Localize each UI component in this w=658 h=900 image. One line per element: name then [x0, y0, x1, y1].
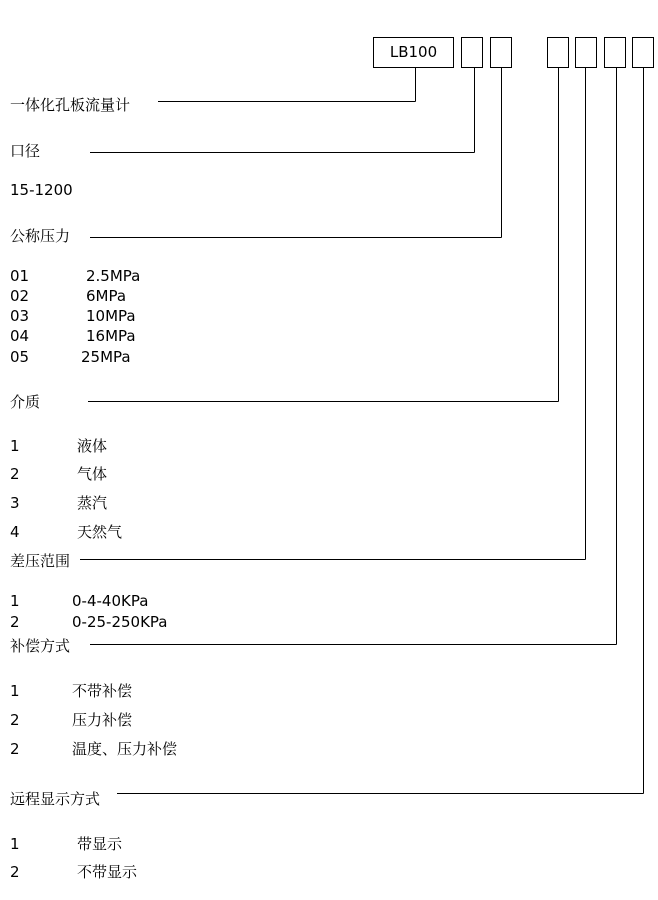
- medium-value: 气体: [77, 465, 108, 483]
- pressure-code: 01: [10, 267, 30, 285]
- compensation-value: 温度、压力补偿: [72, 740, 178, 758]
- display-code: 2: [10, 863, 20, 881]
- code-slot-medium: [547, 37, 569, 68]
- pressure-code: 05: [10, 348, 30, 366]
- pressure-value: 16MPa: [86, 327, 136, 345]
- diff-pressure-value: 0-4-40KPa: [72, 592, 149, 610]
- display-label: 远程显示方式: [10, 790, 101, 808]
- medium-code: 2: [10, 465, 20, 483]
- compensation-code: 2: [10, 740, 20, 758]
- pressure-value: 2.5MPa: [86, 267, 141, 285]
- code-slot-compensation: [604, 37, 626, 68]
- code-slot-diameter: [461, 37, 483, 68]
- pressure-code: 04: [10, 327, 30, 345]
- model-code-box: [373, 37, 454, 68]
- pressure-value: 10MPa: [86, 307, 136, 325]
- compensation-label: 补偿方式: [10, 637, 71, 655]
- medium-code: 4: [10, 523, 20, 541]
- medium-code: 1: [10, 437, 20, 455]
- diff-pressure-code: 2: [10, 613, 20, 631]
- model-code: LB100: [389, 43, 438, 61]
- pressure-label: 公称压力: [10, 227, 71, 245]
- diff-pressure-code: 1: [10, 592, 20, 610]
- diameter-label: 口径: [10, 142, 41, 160]
- compensation-code: 2: [10, 711, 20, 729]
- diameter-range: 15-1200: [10, 181, 73, 199]
- display-value: 不带显示: [77, 863, 138, 881]
- product-label: 一体化孔板流量计: [10, 96, 131, 114]
- pressure-value: 25MPa: [81, 348, 131, 366]
- medium-value: 蒸汽: [77, 494, 108, 512]
- medium-value: 液体: [77, 437, 108, 455]
- display-value: 带显示: [77, 835, 123, 853]
- compensation-code: 1: [10, 682, 20, 700]
- compensation-value: 不带补偿: [72, 682, 133, 700]
- code-slot-display: [632, 37, 654, 68]
- diff-pressure-value: 0-25-250KPa: [72, 613, 168, 631]
- diff-pressure-label: 差压范围: [10, 552, 71, 570]
- pressure-code: 02: [10, 287, 30, 305]
- compensation-value: 压力补偿: [72, 711, 133, 729]
- medium-label: 介质: [10, 393, 41, 411]
- medium-code: 3: [10, 494, 20, 512]
- medium-value: 天然气: [77, 523, 123, 541]
- display-code: 1: [10, 835, 20, 853]
- pressure-code: 03: [10, 307, 30, 325]
- pressure-value: 6MPa: [86, 287, 127, 305]
- code-slot-pressure: [490, 37, 512, 68]
- code-slot-diff-pressure: [575, 37, 597, 68]
